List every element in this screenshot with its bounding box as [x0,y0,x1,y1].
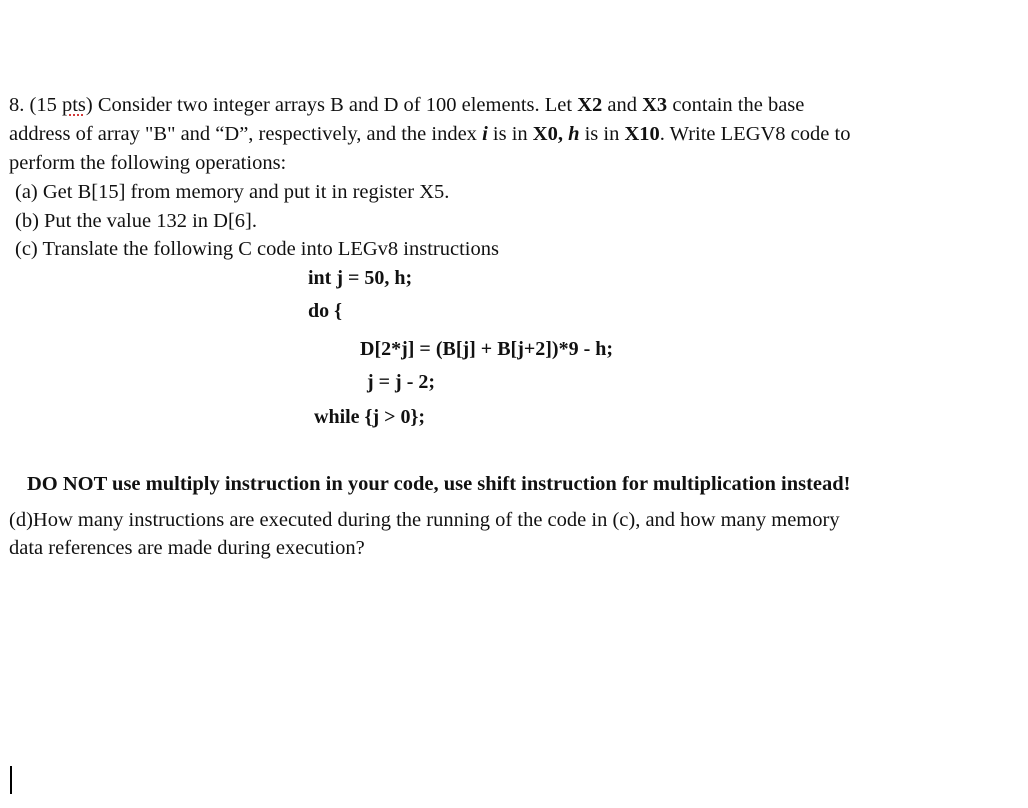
register-x0: X0, [532,123,563,145]
part-b: (b) Put the value 132 in D[6]. [15,210,257,232]
question-line-1 [9,93,804,117]
question-text: contain the base [667,94,805,116]
question-text: address of array "B" and “D”, respectively, and the index [9,123,483,145]
instruction-note: DO NOT use multiply instruction in your code, use shift instruction for multiplication instead! [27,473,851,495]
code-line-2: do { [308,300,343,322]
index-i: i [482,123,488,145]
part-c: (c) Translate the following C code into LEGv8 instructions [15,238,499,260]
part-d-line-1: (d)How many instructions are executed during the running of the code in (c), and how many memory [9,509,840,531]
question-text: ) Consider two integer arrays B and D of 100 elements. Let [85,94,578,116]
register-x3: X3 [642,94,668,116]
question-line-3: perform the following operations: [9,152,287,174]
part-a: (a) Get B[15] from memory and put it in register X5. [15,181,450,203]
part-d-line-2: data references are made during execution? [9,537,365,559]
question-text: is in [487,123,533,145]
code-line-5: while {j > 0}; [314,406,426,428]
code-line-4: j = j - 2; [367,371,436,393]
question-text: is in [579,123,625,145]
register-x10: X10 [624,123,660,145]
text-cursor [10,766,12,794]
code-line-1: int j = 50, h; [308,267,413,289]
question-text: . Write LEGV8 code to [659,123,851,145]
register-x2: X2 [577,94,603,116]
question-number: 8. (15 [9,94,62,116]
code-line-3: D[2*j] = (B[j] + B[j+2])*9 - h; [360,338,614,360]
misspelled-word[interactable]: pts [61,94,86,116]
variable-h: h [568,123,580,145]
question-line-2 [9,122,850,146]
question-text: and [602,94,643,116]
